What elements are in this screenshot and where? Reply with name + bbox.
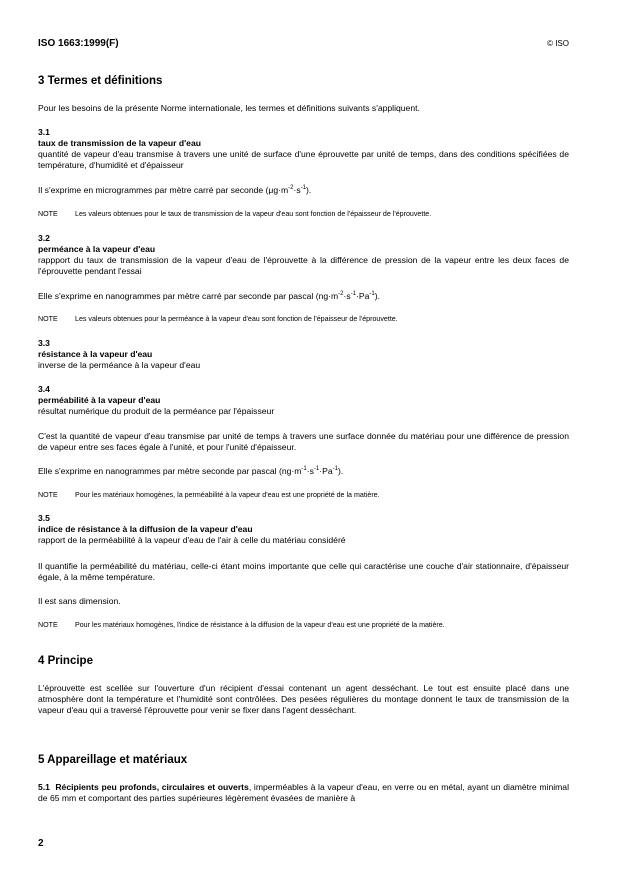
term-3-1-number: 3.1 <box>38 127 50 137</box>
section-3-title: 3 Termes et définitions <box>38 75 163 87</box>
clause-5-1: 5.1 Récipients peu profonds, circulaires et ouverts, imperméables à la vapeur d'eau, en verre ou en métal, ayant un diamètre minimal de 65 mm et comportant des parties supérieures légèrement évasées de manière à <box>38 782 569 803</box>
term-3-4-expression: Elle s'exprime en nanogrammes par mètre seconde par pascal $(ng\cdot m^{-1}\cdot s^{-1}\cdot Pa^{-1})$. <box>38 466 344 476</box>
term-3-3-definition: inverse de la perméance à la vapeur d'eau <box>38 360 201 370</box>
page-number: 2 <box>38 838 44 849</box>
term-3-4-number: 3.4 <box>38 384 50 394</box>
term-3-4-paragraph: C'est la quantité de vapeur d'eau transmise par unité de temps à travers une surface donnée du matériau pour une différence de pression de vapeur entre ses faces égale à l'unité, et pour l'unité d'épaisseur. <box>38 431 569 452</box>
term-3-3-title: résistance à la vapeur d'eau <box>38 349 153 359</box>
term-3-2-note: NOTE Les valeurs obtenues pour la perméance à la vapeur d'eau sont fonction de l'épaisseur de l'éprouvette. <box>38 315 398 323</box>
term-3-2-expression: Elle s'exprime en nanogrammes par mètre carré par seconde par pascal $(ng\cdot m^{-2}\cdot s^{-1}\cdot Pa^{-1})$. <box>38 291 380 301</box>
term-3-4-title: perméabilité à la vapeur d'eau <box>38 395 161 405</box>
term-3-3-number: 3.3 <box>38 338 50 348</box>
section-3-intro: Pour les besoins de la présente Norme internationale, les termes et définitions suivants s'appliquent. <box>38 103 420 113</box>
term-3-5-paragraph-2: Il est sans dimension. <box>38 596 121 606</box>
term-3-5-number: 3.5 <box>38 513 50 523</box>
term-3-4-note: NOTE Pour les matériaux homogènes, la perméabilité à la vapeur d'eau est une propriété de la matière. <box>38 491 380 499</box>
term-3-5-paragraph: Il quantifie la perméabilité du matériau, celle-ci étant moins importante que celle qui caractérise une couche d'air stationnaire, d'épaisseur égale, à la même température. <box>38 561 569 582</box>
term-3-5-definition: rapport de la perméabilité à la vapeur d'eau de l'air à celle du matériau considéré <box>38 535 346 545</box>
term-3-2-title: perméance à la vapeur d'eau <box>38 244 156 254</box>
term-3-4-definition: résultat numérique du produit de la perméance par l'épaisseur <box>38 406 275 416</box>
section-4-title: 4 Principe <box>38 655 93 667</box>
term-3-1-expression: Il s'exprime en microgrammes par mètre carré par seconde $(\mu g\cdot m^{-2}\cdot s^{-1})$. <box>38 185 312 195</box>
copyright: © ISO <box>547 39 569 48</box>
document-id: ISO 1663:1999(F) <box>38 38 119 49</box>
term-3-5-title: indice de résistance à la diffusion de la vapeur d'eau <box>38 524 253 534</box>
section-5-title: 5 Appareillage et matériaux <box>38 754 188 766</box>
term-3-2-number: 3.2 <box>38 233 50 243</box>
term-3-2-definition: rappport du taux de transmission de la vapeur d'eau de l'éprouvette à la différence de pression de la vapeur entre les deux faces de l'éprouvette pendant l'essai <box>38 255 569 276</box>
term-3-1-note: NOTE Les valeurs obtenues pour le taux de transmission de la vapeur d'eau sont fonction de l'épaisseur de l'éprouvette. <box>38 210 432 218</box>
term-3-5-note: NOTE Pour les matériaux homogènes, l'indice de résistance à la diffusion de la vapeur d'eau est une propriété de la matière. <box>38 621 445 629</box>
term-3-1-definition: quantité de vapeur d'eau transmise à travers une unité de surface d'une éprouvette par unité de temps, dans des conditions spécifiées de température, d'humidité et d'épaisseur <box>38 149 569 170</box>
section-4-paragraph: L'éprouvette est scellée sur l'ouverture d'un récipient d'essai contenant un agent desséchant. Le tout est ensuite placé dans une atmosphère dont la température et l'humidité sont contrôlées. Des pesées régulières du montage donnent le taux de transmission de la vapeur d'eau qui a traversé l'éprouvette pour venir se fixer dans l'agent desséchant. <box>38 683 569 715</box>
term-3-1-title: taux de transmission de la vapeur d'eau <box>38 138 201 148</box>
